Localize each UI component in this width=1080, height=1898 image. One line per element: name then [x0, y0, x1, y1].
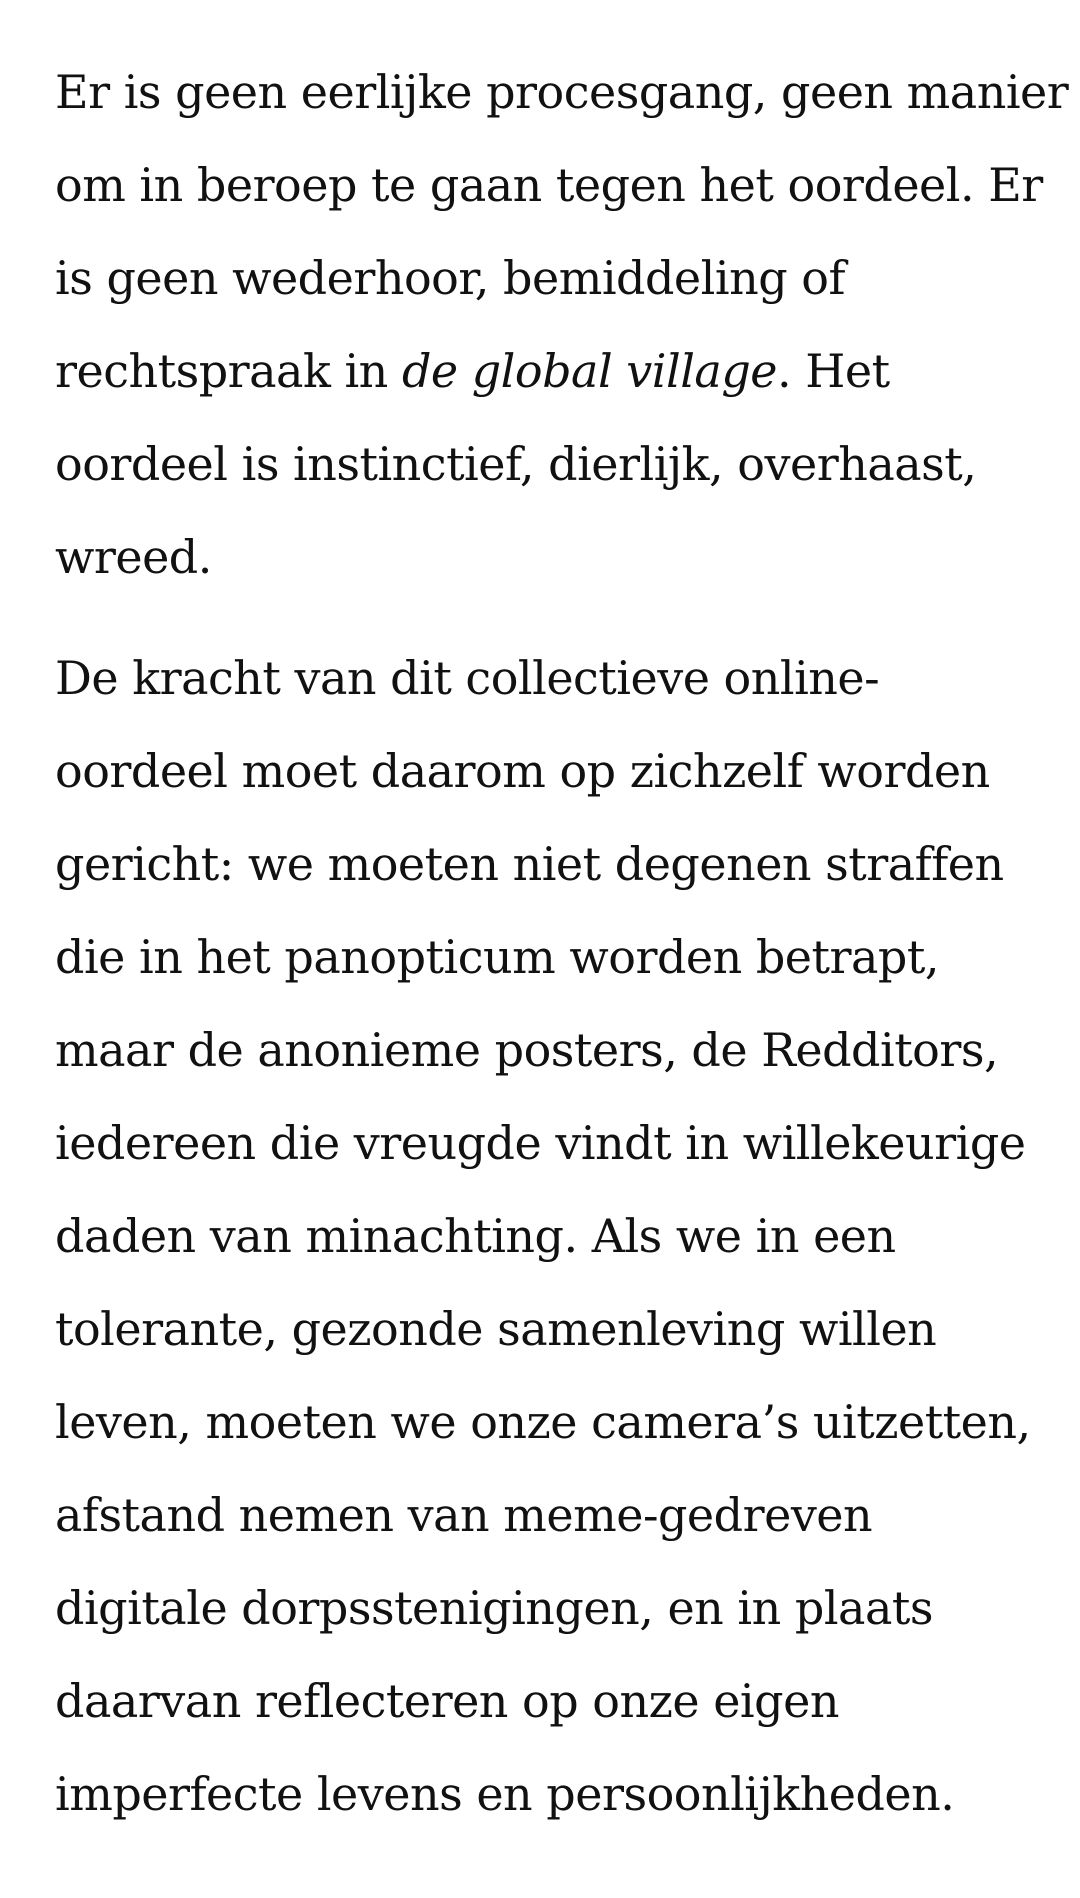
text-line: maar de anonieme posters, de Redditors,: [55, 1023, 999, 1077]
text-line: Er is geen eerlijke procesgang, geen manier: [55, 65, 1069, 119]
text-line: digitale dorpsstenigingen, en in plaats: [55, 1581, 933, 1635]
text-line: afstand nemen van meme-gedreven: [55, 1488, 873, 1542]
text-line: oordeel is instinctief, dierlijk, overhaast,: [55, 437, 977, 491]
text-line: leven, moeten we onze camera’s uitzetten,: [55, 1395, 1031, 1449]
text-line: [55, 325, 1045, 418]
text-line: die in het panopticum worden betrapt,: [55, 930, 939, 984]
paragraph-2: [55, 632, 1045, 1841]
text-line: wreed.: [55, 530, 212, 584]
text-line: daden van minachting. Als we in een: [55, 1209, 896, 1263]
article-body: [55, 46, 1069, 1841]
paragraph-1: [55, 46, 1069, 604]
text-line: De kracht van dit collectieve online-: [55, 651, 880, 705]
text-line: daarvan reflecteren op onze eigen: [55, 1674, 839, 1728]
text-line: iedereen die vreugde vindt in willekeurige: [55, 1116, 1026, 1170]
italic-phrase: de global village: [401, 344, 778, 398]
text-line: om in beroep te gaan tegen het oordeel. Er: [55, 158, 1043, 212]
text-segment: . Het: [777, 344, 890, 398]
text-line: oordeel moet daarom op zichzelf worden: [55, 744, 990, 798]
text-line: tolerante, gezonde samenleving willen: [55, 1302, 937, 1356]
text-line: imperfecte levens en persoonlijkheden.: [55, 1767, 955, 1821]
text-line: is geen wederhoor, bemiddeling of: [55, 251, 845, 305]
text-segment: rechtspraak in: [55, 344, 402, 398]
text-line: gericht: we moeten niet degenen straffen: [55, 837, 1004, 891]
